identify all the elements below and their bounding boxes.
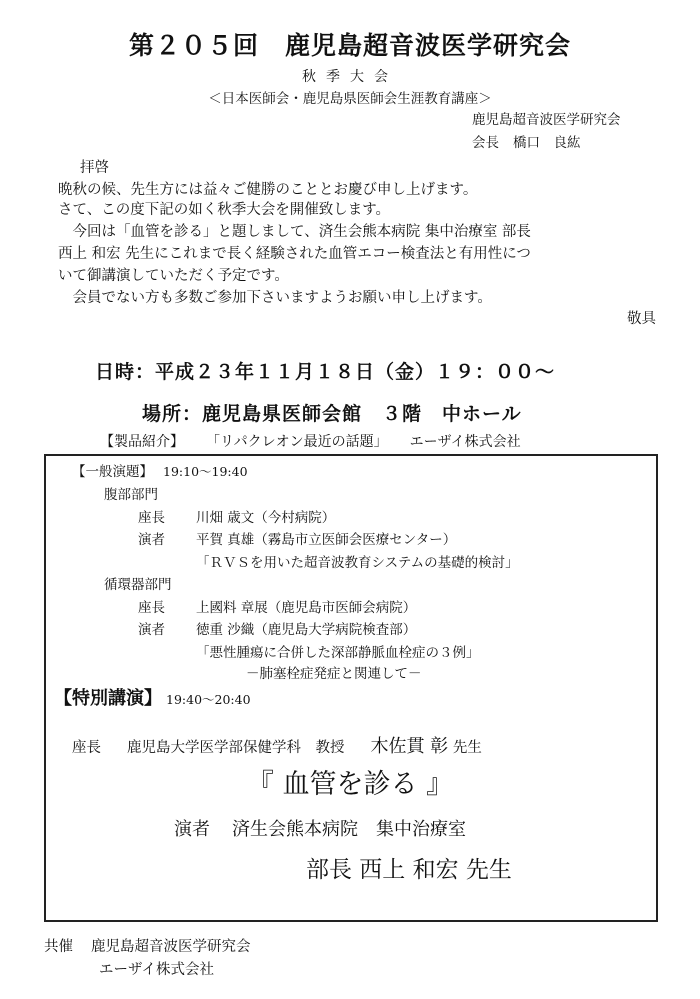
chair-name: 木佐貫 彰	[370, 736, 449, 757]
special-lecture-time: 19:40～20:40	[166, 692, 251, 707]
president-role: 会長	[472, 135, 499, 151]
general-session-header	[72, 460, 248, 480]
division-chair	[138, 506, 335, 526]
product-company: エーザイ株式会社	[409, 434, 521, 450]
speaker-affiliation: 済生会熊本病院 集中治療室	[232, 819, 466, 840]
organizer-name: 鹿児島超音波医学研究会	[472, 112, 621, 128]
speaker-role: 演者	[174, 819, 210, 840]
speaker-name: 徳重 沙織（鹿児島大学病院検査部）	[196, 622, 417, 638]
cohost-label: 共催	[44, 939, 73, 955]
letter-closing: 敬具	[627, 311, 656, 327]
division-name: 循環器部門	[104, 577, 172, 593]
general-session-label: 【一般演題】	[72, 464, 153, 480]
speaker-role: 演者	[138, 622, 165, 638]
page-title: 第２０５回 鹿児島超音波医学研究会	[128, 31, 571, 60]
general-session-time: 19:10～19:40	[163, 464, 248, 479]
letter-line: さて、この度下記の如く秋季大会を開催致します。	[58, 202, 391, 218]
chair-name: 上國料 章展（鹿児島市医師会病院）	[196, 600, 417, 616]
cohost-line	[44, 935, 251, 956]
special-lecture-label: 【特別講演】	[54, 688, 162, 709]
chair-role: 座長	[72, 740, 101, 756]
chair-name: 川畑 歳文（今村病院）	[196, 510, 336, 526]
division-topic: 「ＲＶＳを用いた超音波教育システムの基礎的検討」	[196, 555, 519, 571]
special-chair	[72, 732, 482, 758]
event-datetime: 日時：平成２３年１１月１８日（金）１９：００～	[95, 361, 556, 383]
president-line	[472, 131, 581, 151]
division-name: 腹部部門	[104, 487, 158, 503]
division-chair	[138, 596, 416, 616]
special-speaker	[174, 815, 466, 841]
cohost-org: エーザイ株式会社	[99, 962, 214, 978]
speaker-name: 部長 西上 和宏 先生	[306, 857, 512, 883]
course-label: ＜日本医師会・鹿児島県医師会生涯教育講座＞	[208, 91, 492, 107]
speaker-role: 演者	[138, 532, 165, 548]
product-label: 【製品紹介】	[100, 434, 184, 450]
chair-role: 座長	[138, 600, 165, 616]
president-name: 橋口 良紘	[513, 135, 581, 151]
letter-line: 西上 和宏 先生にこれまで長く経験された血管エコー検査法と有用性につ	[58, 246, 531, 262]
product-title: 「リパクレオン最近の話題」	[206, 434, 388, 450]
speaker-name: 平賀 真雄（霧島市立医師会医療センター）	[196, 532, 457, 548]
page-subtitle: 秋季大会	[302, 69, 398, 85]
chair-role: 座長	[138, 510, 165, 526]
division-speaker	[138, 528, 456, 548]
division-speaker	[138, 618, 416, 638]
letter-line: いて御講演していただく予定です。	[58, 268, 289, 284]
cohost-org: 鹿児島超音波医学研究会	[91, 939, 251, 955]
special-lecture-header	[54, 684, 251, 710]
product-intro	[100, 431, 521, 451]
letter-greeting: 拝啓	[80, 160, 109, 176]
letter-line: 会員でない方も多数ご参加下さいますようお願い申し上げます。	[58, 290, 492, 306]
division-subtopic: －肺塞栓症発症と関連して－	[246, 666, 422, 682]
event-venue: 場所：鹿児島県医師会館 ３階 中ホール	[142, 403, 522, 425]
letter-line: 今回は「血管を診る」と題しまして、済生会熊本病院 集中治療室 部長	[58, 224, 531, 240]
chair-suffix: 先生	[452, 740, 482, 756]
letter-line: 晩秋の候、先生方には益々ご健勝のこととお慶び申し上げます。	[58, 182, 478, 198]
division-topic: 「悪性腫瘍に合併した深部静脈血栓症の３例」	[196, 645, 480, 661]
lecture-title: 『 血管を診る 』	[246, 769, 454, 800]
chair-affiliation: 鹿児島大学医学部保健学科 教授	[127, 740, 345, 756]
